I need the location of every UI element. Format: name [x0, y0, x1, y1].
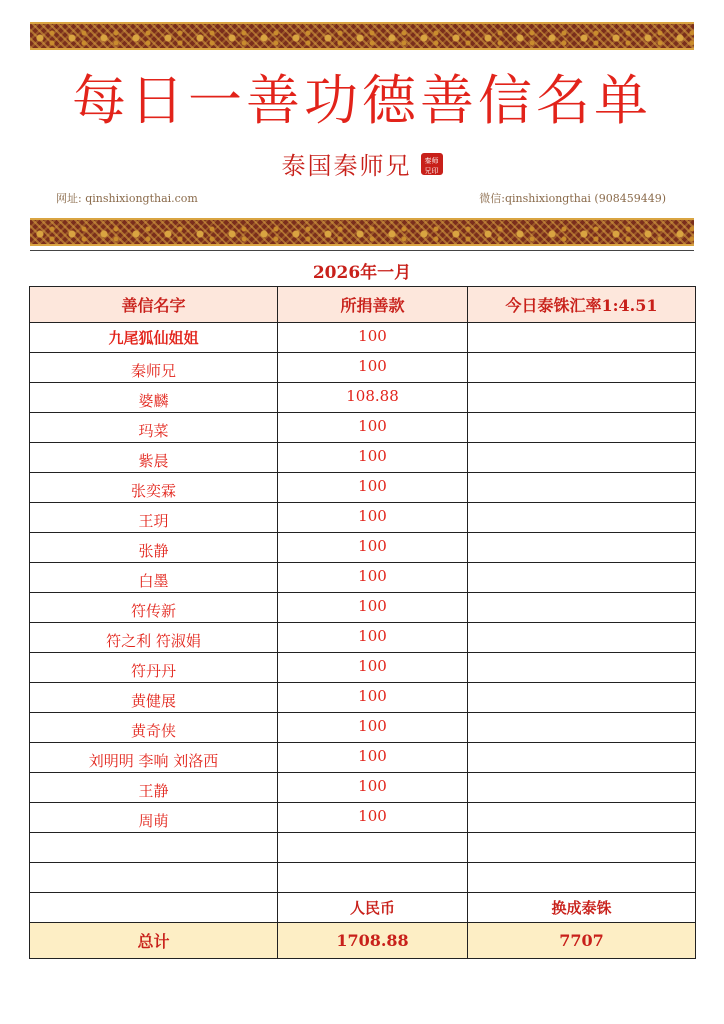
donation-amount: 100	[278, 593, 468, 623]
seal-stamp-icon: 秦师 兄印	[421, 153, 443, 175]
table-row	[30, 683, 696, 713]
table-row	[30, 323, 696, 353]
donation-amount: 100	[278, 803, 468, 833]
rate-cell	[468, 593, 696, 623]
rate-cell	[468, 623, 696, 653]
period-label: 2026年一月	[312, 263, 412, 283]
donor-name: 秦师兄	[30, 353, 278, 383]
table-row	[30, 653, 696, 683]
donation-amount: 100	[278, 623, 468, 653]
donor-name	[30, 833, 278, 863]
donor-name: 符传新	[30, 593, 278, 623]
rate-cell	[468, 473, 696, 503]
rmb-label: 人民币	[278, 893, 468, 923]
website-text: 网址: qinshixiongthai.com	[56, 192, 198, 205]
donation-amount: 100	[278, 743, 468, 773]
decorative-border-top	[30, 22, 694, 50]
donation-amount: 108.88	[278, 383, 468, 413]
donation-amount: 100	[278, 653, 468, 683]
rate-cell	[468, 533, 696, 563]
rate-cell	[468, 863, 696, 893]
rate-cell	[468, 833, 696, 863]
donor-name: 黄健展	[30, 683, 278, 713]
subtitle: 泰国秦师兄	[281, 152, 412, 180]
table-row	[30, 353, 696, 383]
donor-name: 周萌	[30, 803, 278, 833]
donor-name: 张静	[30, 533, 278, 563]
donor-name: 王玥	[30, 503, 278, 533]
donation-amount: 100	[278, 713, 468, 743]
donor-name: 婆麟	[30, 383, 278, 413]
donation-amount	[278, 833, 468, 863]
donation-amount: 100	[278, 563, 468, 593]
table-row	[30, 863, 696, 893]
donor-name: 紫晨	[30, 443, 278, 473]
rate-cell	[468, 503, 696, 533]
donor-name	[30, 863, 278, 893]
total-rmb: 1708.88	[278, 923, 468, 959]
donation-amount: 100	[278, 413, 468, 443]
table-row	[30, 593, 696, 623]
donation-amount: 100	[278, 353, 468, 383]
rate-cell	[468, 803, 696, 833]
table-row	[30, 773, 696, 803]
donor-name: 白墨	[30, 563, 278, 593]
donation-amount: 100	[278, 503, 468, 533]
table-row	[30, 383, 696, 413]
table-row	[30, 743, 696, 773]
table-row	[30, 833, 696, 863]
table-row	[30, 443, 696, 473]
table-row	[30, 623, 696, 653]
rate-cell	[468, 773, 696, 803]
donation-amount: 100	[278, 323, 468, 353]
donor-name: 黄奇侠	[30, 713, 278, 743]
rate-cell	[468, 713, 696, 743]
column-header-amount: 所捐善款	[278, 287, 468, 323]
page-title: 每日一善功德善信名单	[72, 69, 652, 132]
donor-name: 张奕霖	[30, 473, 278, 503]
table-row	[30, 413, 696, 443]
donor-name: 九尾狐仙姐姐	[30, 323, 278, 353]
donor-name: 玛菜	[30, 413, 278, 443]
donation-amount: 100	[278, 773, 468, 803]
summary-label-row	[30, 893, 696, 923]
rate-cell	[468, 353, 696, 383]
table-row	[30, 503, 696, 533]
donor-name: 符之利 符淑娟	[30, 623, 278, 653]
rate-cell	[468, 443, 696, 473]
wechat-text: 微信:qinshixiongthai (908459449)	[479, 192, 666, 205]
table-row	[30, 713, 696, 743]
rate-cell	[468, 383, 696, 413]
decorative-border-bottom	[30, 218, 694, 246]
column-header-name: 善信名字	[30, 287, 278, 323]
donation-amount: 100	[278, 443, 468, 473]
total-row	[30, 923, 696, 959]
donation-amount: 100	[278, 533, 468, 563]
donation-table	[29, 286, 696, 959]
donor-name: 王静	[30, 773, 278, 803]
donation-amount: 100	[278, 473, 468, 503]
rate-cell	[468, 413, 696, 443]
table-row	[30, 563, 696, 593]
donation-amount	[278, 863, 468, 893]
divider	[30, 250, 694, 251]
donor-name: 刘明明 李响 刘洛西	[30, 743, 278, 773]
rate-cell	[468, 683, 696, 713]
rate-cell	[468, 653, 696, 683]
table-row	[30, 473, 696, 503]
rate-cell	[468, 323, 696, 353]
empty-cell	[30, 893, 278, 923]
thb-label: 换成泰铢	[468, 893, 696, 923]
rate-cell	[468, 743, 696, 773]
table-header-row	[30, 287, 696, 323]
total-thb: 7707	[468, 923, 696, 959]
table-row	[30, 803, 696, 833]
subtitle-block	[0, 146, 724, 181]
column-header-rate: 今日泰铢汇率1:4.51	[468, 287, 696, 323]
donation-amount: 100	[278, 683, 468, 713]
total-label: 总计	[30, 923, 278, 959]
donor-name: 符丹丹	[30, 653, 278, 683]
table-row	[30, 533, 696, 563]
rate-cell	[468, 563, 696, 593]
